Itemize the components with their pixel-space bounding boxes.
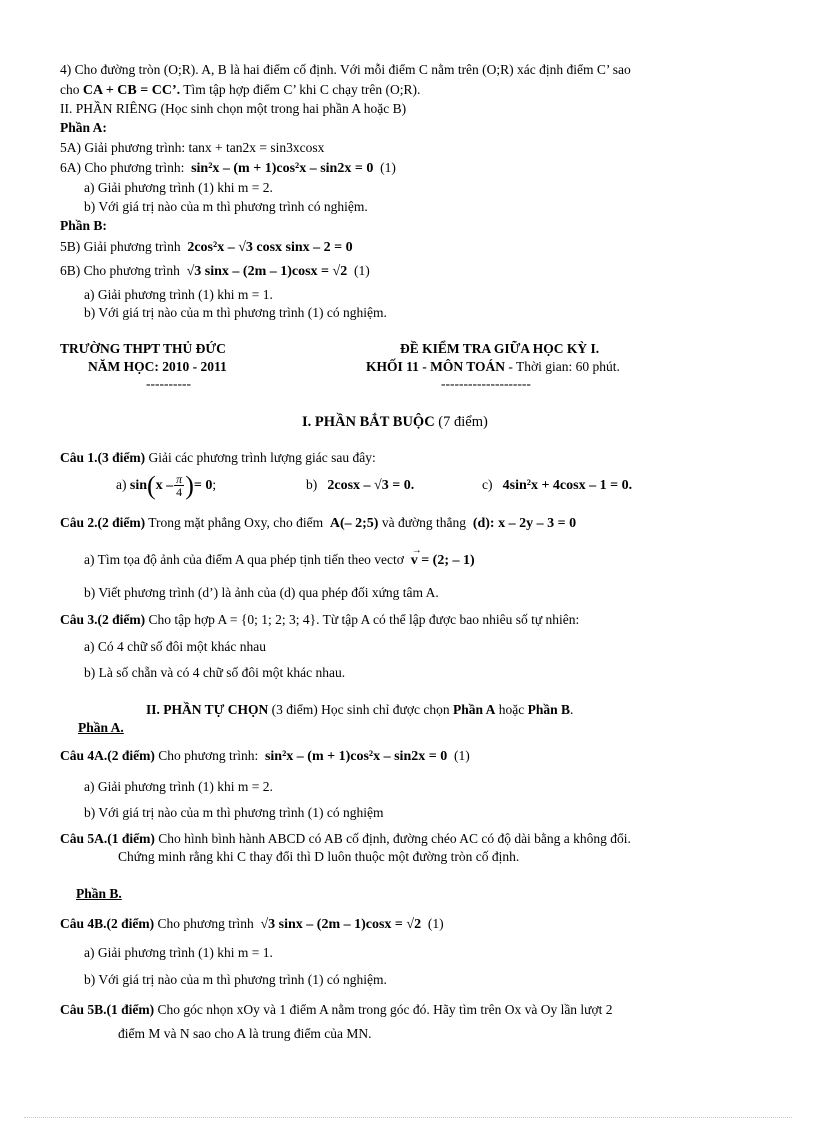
cau2-a — [84, 552, 475, 569]
prev-q6B-formula: √3 sinx – (2m – 1)cosx = √2 — [186, 264, 348, 279]
cau2-line: (d): x – 2y – 3 = 0 — [472, 516, 577, 531]
cau1-b-label: b) — [306, 477, 318, 492]
prev-q6A-num: (1) — [380, 160, 396, 175]
cau4A-formula: sin²x – (m + 1)cos²x – sin2x = 0 — [264, 749, 448, 764]
section2-end: . — [570, 702, 574, 717]
prev-q5B-prefix: 5B) Giải phương trình — [60, 239, 181, 254]
prev-q6B-a: a) Giải phương trình (1) khi m = 1. — [84, 287, 273, 302]
prev-q5A: 5A) Giải phương trình: tanx + tan2x = sin3xcosx — [60, 140, 325, 155]
cau2-label: Câu 2.(2 điểm) — [60, 515, 146, 530]
prev-q4-cho: cho — [60, 82, 80, 97]
prev-q6A-formula: sin²x – (m + 1)cos²x – sin2x = 0 — [191, 161, 374, 176]
section2-text: Học sinh chỉ được chọn — [317, 702, 453, 717]
exam-time: - Thời gian: 60 phút. — [505, 359, 620, 374]
prev-q6A — [60, 160, 396, 177]
prev-q6B-num: (1) — [353, 263, 370, 278]
prev-q6B — [60, 263, 370, 280]
cau4B-formula: √3 sinx – (2m – 1)cosx = √2 — [260, 917, 422, 932]
cau2-b: b) Viết phương trình (d’) là ảnh của (d) qua phép đối xứng tâm A. — [84, 585, 439, 600]
cau5B-text1: Cho góc nhọn xOy và 1 điểm A nằm trong góc đó. Hãy tìm trên Ox và Oy lần lượt 2 — [154, 1002, 613, 1017]
paren-left-glyph: ( — [147, 470, 156, 500]
cau4B-a: a) Giải phương trình (1) khi m = 1. — [84, 945, 273, 960]
exam-subline — [366, 359, 620, 375]
header-dash-right: -------------------- — [441, 376, 531, 391]
prev-q6A-a: a) Giải phương trình (1) khi m = 2. — [84, 180, 273, 195]
cau2-header — [60, 515, 576, 532]
prev-q4-formula: CA + CB = CC’. — [82, 83, 181, 98]
cau3-b: b) Là số chẵn và có 4 chữ số đôi một khác nhau. — [84, 665, 346, 680]
cau1-header — [60, 450, 376, 466]
header-dash-left: ---------- — [146, 376, 191, 391]
cau4B-text: Cho phương trình — [154, 916, 254, 931]
section1-points: (7 điểm) — [434, 414, 488, 430]
section2-title — [146, 702, 573, 718]
prev-q6A-b: b) Với giá trị nào của m thì phương trình có nghiệm. — [84, 199, 368, 214]
cau5A-line2: Chứng minh rằng khi C thay đổi thì D luôn thuộc một đường tròn cố định. — [118, 849, 520, 864]
cau1-a-sin: sin — [129, 478, 147, 493]
cau1-c — [482, 477, 632, 494]
cau2-text: Trong mặt phẳng Oxy, cho điểm — [145, 515, 324, 530]
cau2-a-text: a) Tìm tọa độ ảnh của điểm A qua phép tịnh tiến theo vectơ — [84, 552, 404, 567]
cau5B-label: Câu 5B.(1 điểm) — [60, 1002, 155, 1017]
cau4A-num: (1) — [453, 748, 470, 763]
prev-q4-line1: 4) Cho đường tròn (O;R). A, B là hai điểm cố định. Với mỗi điểm C nằm trên (O;R) xác định điểm C’ sao — [60, 62, 631, 77]
cau5B-line1 — [60, 1002, 613, 1018]
cau4B-num: (1) — [427, 916, 444, 931]
prev-q5B-formula: 2cos²x – √3 cosx sinx – 2 = 0 — [187, 240, 353, 255]
prev-q6B-b: b) Với giá trị nào của m thì phương trình (1) có nghiệm. — [84, 305, 387, 320]
section2-or: hoặc — [495, 702, 528, 717]
cau4A-a: a) Giải phương trình (1) khi m = 2. — [84, 779, 273, 794]
cau2-text2: và đường thẳng — [378, 515, 467, 530]
cau4A-header — [60, 748, 470, 765]
cau4A-text: Cho phương trình: — [154, 748, 259, 763]
cau1-c-formula: 4sin²x + 4cosx – 1 = 0. — [502, 478, 633, 493]
cau1-a-x: x – — [155, 478, 174, 493]
cau1-a-den: 4 — [176, 485, 183, 500]
cau4B-b: b) Với giá trị nào của m thì phương trình (1) có nghiệm. — [84, 972, 387, 987]
cau1-b-formula: 2cosx – √3 = 0. — [327, 478, 415, 493]
cau3-header — [60, 612, 579, 628]
grade-subject: KHỐI 11 - MÔN TOÁN — [366, 359, 506, 374]
cau1-label: Câu 1.(3 điểm) — [60, 450, 146, 465]
cau2-point: A(– 2;5) — [329, 516, 379, 531]
cau1-text: Giải các phương trình lượng giác sau đây: — [145, 450, 376, 465]
cau5A-text1: Cho hình bình hành ABCD có AB cố định, đường chéo AC có độ dài bằng a không đổi. — [154, 831, 631, 846]
cau1-c-label: c) — [482, 477, 493, 492]
prev-partA-label: Phần A: — [60, 120, 107, 135]
cau4A-label: Câu 4A.(2 điểm) — [60, 748, 155, 763]
exam-title: ĐỀ KIỂM TRA GIỮA HỌC KỲ I. — [400, 341, 600, 356]
section1-title-text: I. PHẦN BẮT BUỘC — [302, 414, 435, 430]
cau1-a — [116, 470, 216, 501]
cau1-a-num: π — [176, 472, 183, 487]
section2-partA: Phần A — [452, 702, 496, 717]
cau4B-label: Câu 4B.(2 điểm) — [60, 916, 155, 931]
page-footer-rule — [24, 1117, 792, 1118]
section1-title — [302, 414, 488, 430]
school-name: TRƯỜNG THPT THỦ ĐỨC — [60, 341, 226, 356]
cau2-a-vec: → v — [411, 553, 418, 569]
prev-part2-heading: II. PHẦN RIÊNG (Học sinh chọn một trong hai phần A hoặc B) — [60, 101, 407, 116]
cau4B-header — [60, 916, 444, 933]
cau3-a: a) Có 4 chữ số đôi một khác nhau — [84, 639, 267, 654]
partA-heading: Phần A. — [78, 720, 124, 735]
partB-heading: Phần B. — [76, 886, 122, 901]
paren-right-glyph: ) — [185, 470, 194, 500]
prev-q5B — [60, 239, 353, 256]
cau1-b — [306, 477, 414, 494]
cau3-text: Cho tập hợp A = {0; 1; 2; 3; 4}. Từ tập A có thể lập được bao nhiêu số tự nhiên: — [145, 612, 580, 627]
fraction — [174, 473, 184, 498]
cau5A-label: Câu 5A.(1 điểm) — [60, 831, 155, 846]
section2-points: (3 điểm) — [268, 702, 318, 717]
prev-q4-rest: Tìm tập hợp điểm C’ khi C chạy trên (O;R). — [180, 82, 421, 97]
school-year: NĂM HỌC: 2010 - 2011 — [88, 359, 227, 374]
prev-q6A-prefix: 6A) Cho phương trình: — [60, 160, 185, 175]
cau2-a-vec-val: = (2; – 1) — [417, 553, 475, 568]
prev-q6B-prefix: 6B) Cho phương trình — [60, 263, 180, 278]
cau5B-line2: điểm M và N sao cho A là trung điểm của MN. — [118, 1026, 372, 1041]
cau1-a-end: ; — [212, 477, 217, 492]
cau4A-b: b) Với giá trị nào của m thì phương trình (1) có nghiệm — [84, 805, 384, 820]
cau1-a-eq: = 0 — [193, 478, 213, 493]
section2-title-text: II. PHẦN TỰ CHỌN — [146, 702, 269, 717]
cau3-label: Câu 3.(2 điểm) — [60, 612, 146, 627]
cau1-a-label: a) — [116, 477, 127, 492]
section2-partB: Phần B — [527, 702, 570, 717]
prev-partB-label: Phần B: — [60, 218, 107, 233]
cau5A-line1 — [60, 831, 631, 847]
prev-q4-line2 — [60, 82, 420, 99]
